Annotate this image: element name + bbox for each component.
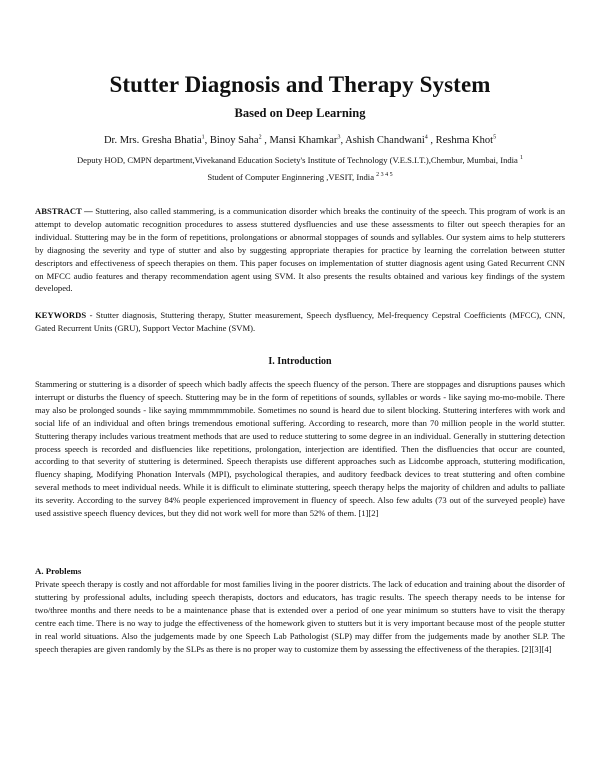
affiliation-2 <box>0 172 600 182</box>
affiliation-sup: 2 3 4 5 <box>376 172 393 179</box>
author-sup: 4 <box>424 134 428 141</box>
paper-title: Stutter Diagnosis and Therapy System <box>109 72 491 97</box>
author-sup: 3 <box>337 134 341 141</box>
author-sup: 2 <box>258 134 262 141</box>
section-heading-introduction: I. Introduction <box>268 356 332 367</box>
abstract <box>35 205 565 295</box>
problems-paragraph: Private speech therapy is costly and not affordable for most families living in the poorer districts. The lack of education and training about the disorder of stuttering by professional adults, including speech therapists, doctors and educators, has tragic results. The speech therapy needs to be intense for two/three months and there needs to be a maintenance phase that is extended over a period of one year minimum so stutters have to visit the therapy centre each time. There is no way to judge the effectiveness of the homework given to stutters but it is very important because most of the people stutter in real world situations. Also the judgements made by one Speech Lab Pathologist (SLP) may differ from the judgements made by another SLP. The speech therapies are given randomly by the SLPs as there is no proper way to customize them by assessing the effectiveness of the therapies. [2][3][4] <box>35 579 565 654</box>
keywords-label: KEYWORDS <box>35 310 87 320</box>
author-separator: , <box>204 135 210 146</box>
keywords <box>35 309 565 335</box>
author-separator: , <box>261 135 270 146</box>
affiliation-text: Student of Computer Enginnering ,VESIT, India <box>207 172 375 182</box>
author-separator: , <box>340 135 346 146</box>
affiliation-text: Deputy HOD, CMPN department,Vivekanand Education Society's Institute of Technology (V.E.S.I.T.),Chembur, Mumbai, India <box>76 155 518 165</box>
paper-subtitle: Based on Deep Learning <box>234 106 366 120</box>
introduction-paragraph: Stammering or stuttering is a disorder of speech which badly affects the speech fluency of the person. There are stoppages and disruptions pauses which interrupt or disturbs the fluency of speech. Stuttering may be in the form of repetitions of sounds, syllables or words - like saying mo-mo-mobile. There may also be prolonged sounds - like saying mmmmmmmobile. Sometimes no sound is heard due to silent blocking. Stuttering interferes with work and social life of an individual and often brings tremendous emotional suffering. According to research, more than 70 million people in the world stutter. Stuttering therapy includes various treatment methods that are used to reduce stuttering to some degree in an individual. Generally in stuttering detection process speech is recorded and disfluencies like repetitions, prolongation, interjection are identified. Then the disfluencies that occur are counted, according to that severity of stuttering is determined. Speech therapists use different approaches such as Lidcombe approach, stuttering modification, fluency shaping, Modifying Phonation Intervals (MPI), psychological therapies, and auditory feedback devices to treat stuttering and often combine several methods to meet individual needs. While it is difficult to eliminate stuttering, speech therapy helps the majority of children and adults to palliate its severity. According to the survey 84% people experienced improvement in fluency of speech. Also few adults (73 out of the surveyed people) have used assistive speech fluency devices, but they did not work well for more than 52% of them. [1][2] <box>35 379 565 519</box>
affiliation-1 <box>0 155 600 165</box>
author-separator: , <box>427 135 436 146</box>
author-name: Dr. Mrs. Gresha Bhatia <box>103 135 202 146</box>
author-name: Reshma Khot <box>435 135 494 146</box>
author-name: Mansi Khamkar <box>269 135 338 146</box>
affiliation-sup: 1 <box>520 155 524 162</box>
author-sup: 5 <box>493 134 497 141</box>
keywords-text: - Stutter diagnosis, Stuttering therapy, Stutter measurement, Speech dysfluency, Mel-frequency Cepstral Coefficients (MFCC), CNN, Gated Recurrent Units (GRU), Support Vector Machine (SVM). <box>35 310 565 333</box>
subsection-heading-problems: A. Problems <box>35 566 82 576</box>
abstract-label: ABSTRACT — <box>35 206 93 216</box>
author-sup: 1 <box>201 134 205 141</box>
author-list <box>0 135 600 146</box>
author-name: Binoy Saha <box>209 135 259 146</box>
abstract-text: Stuttering, also called stammering, is a communication disorder which breaks the continuity of the speech. This program of work is an attempt to develop automatic recognition procedures to assess stuttered dysfluencies and use these assessments to filter out speech therapies for an individual. Stuttering may be in the form of repetitions, prolongations or abnormal stoppages of sounds and syllables. Our system aims to help stutterers by diagnosing the severity and type of stutter and also by suggesting appropriate therapies for practice by learning the correlation between stutter descriptors and effectiveness of speech therapies on them. This paper focuses on implementation of stutter diagnosis agent using Gated Recurrent CNN on MFCC audio features and therapy recommendation agent using SVM. It also presents the results obtained and various key findings of the system developed. <box>35 206 565 294</box>
author-name: Ashish Chandwani <box>345 135 425 146</box>
